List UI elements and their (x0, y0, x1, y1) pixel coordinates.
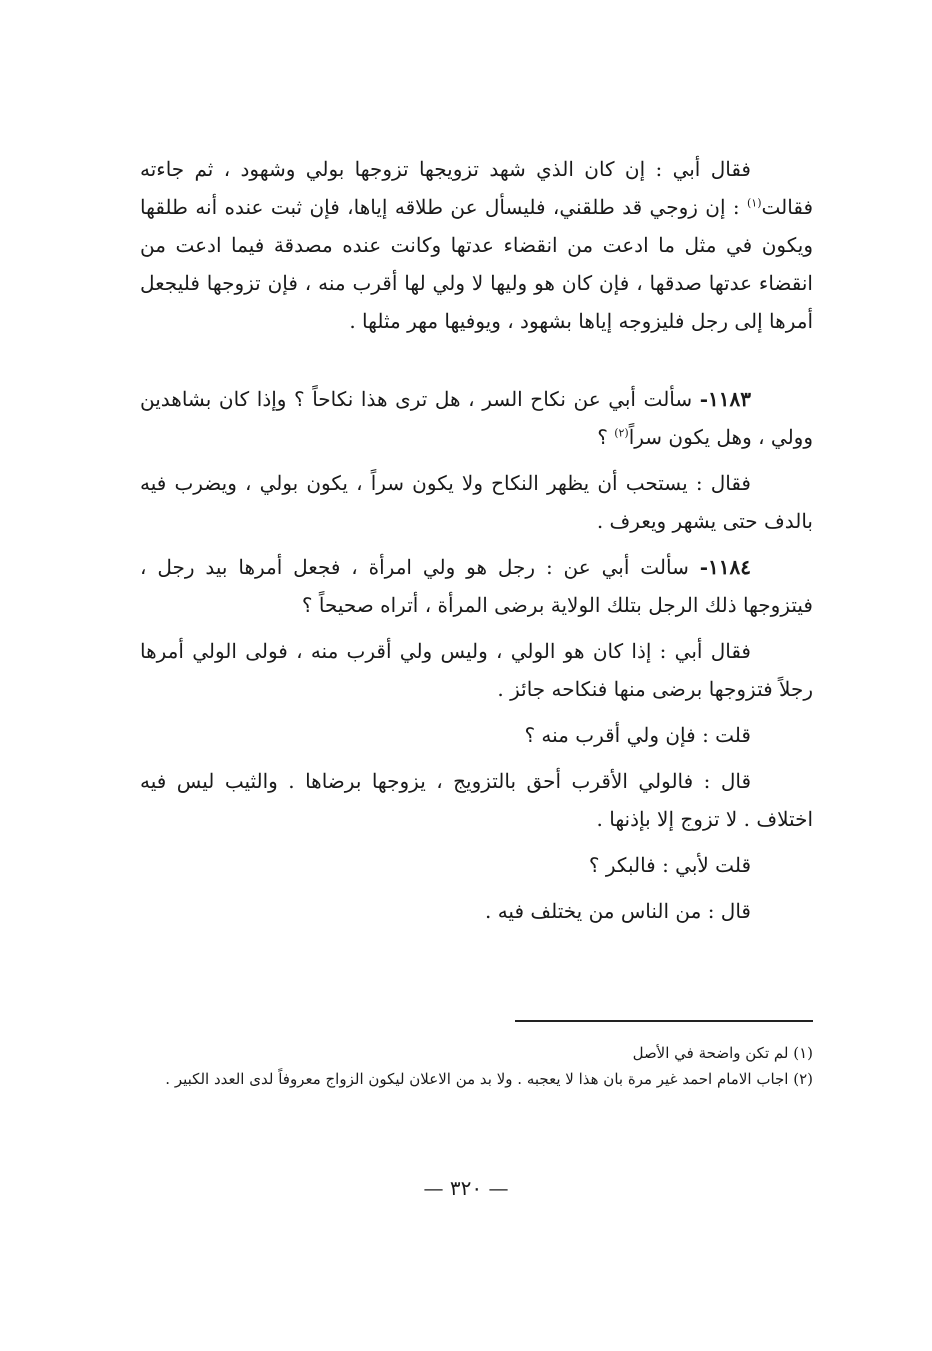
page-number: — ٣٢٠ — (423, 1176, 509, 1200)
followup-answer-2: قال : من الناس من يختلف فيه . (484, 899, 751, 923)
answer-1183: فقال : يستحب أن يظهر النكاح ولا يكون سراً ، يكون بولي ، ويضرب فيه بالدف حتى يشهر ويعرف . (140, 471, 813, 533)
question-end: ؟ (597, 425, 608, 449)
question-number: ١١٨٣- (699, 387, 751, 411)
question-1184 (140, 548, 813, 624)
footnote-marker-1[interactable]: (١) (746, 196, 762, 210)
paragraph-text-cont: : إن زوجي قد طلقني، فليسأل عن طلاقه إياها، فإن ثبت عنده أنه طلقها ويكون في مثل ما ادعت من انقضاء عدتها وكانت عنده مصدقة فيما ادعت من انقضاء عدتها صدقها ، فإن كان هو وليها لا ولي لها أقرب منه ، فإن تزوجها فليجعل أمرها إلى رجل فليزوجه إياها بشهود ، ويوفيها مهر مثلها . (140, 195, 813, 333)
paragraph-text: فقال أبي : إن كان الذي شهد تزويجها تزوجها بولي وشهود ، ثم جاءته فقالت (140, 157, 814, 219)
followup-answer-1: قال : فالولي الأقرب أحق بالتزويج ، يزوجها برضاها . والثيب ليس فيه اختلاف . لا تزوج إلا بإذنها . (140, 769, 813, 831)
followup-question-2: قلت لأبي : فالبكر ؟ (588, 853, 751, 877)
paragraph-answer-prev (140, 150, 813, 340)
question-text: سألت أبي عن : رجل هو ولي امرأة ، فجعل أمرها بيد رجل ، فيتزوجها ذلك الرجل بتلك الولاية برضى المرأة ، أتراه صحيحاً ؟ (140, 555, 813, 617)
footnote-1: (١) لم تكن واضحة في الأصل (632, 1044, 813, 1062)
footnote-divider (515, 1020, 813, 1022)
answer-1184: فقال أبي : إذا كان هو الولي ، وليس ولي أقرب منه ، فولى الولي أمرها رجلاً فتزوجها برضى منها فنكاحه جائز . (140, 639, 813, 701)
question-text: سألت أبي عن نكاح السر ، هل ترى هذا نكاحاً ؟ وإذا كان بشاهدين وولي ، وهل يكون سراً (140, 387, 813, 449)
question-1183 (140, 380, 813, 456)
footnote-2: (٢) اجاب الامام احمد غير مرة بان هذا لا يعجبه . ولا بد من الاعلان ليكون الزواج معروفاً لدى العدد الكبير . (165, 1070, 813, 1088)
footnote-marker-2[interactable]: (٢) (614, 426, 629, 440)
main-text (140, 150, 813, 930)
footnotes (150, 1040, 813, 1092)
question-number: ١١٨٤- (699, 555, 751, 579)
followup-question-1: قلت : فإن ولي أقرب منه ؟ (524, 723, 751, 747)
